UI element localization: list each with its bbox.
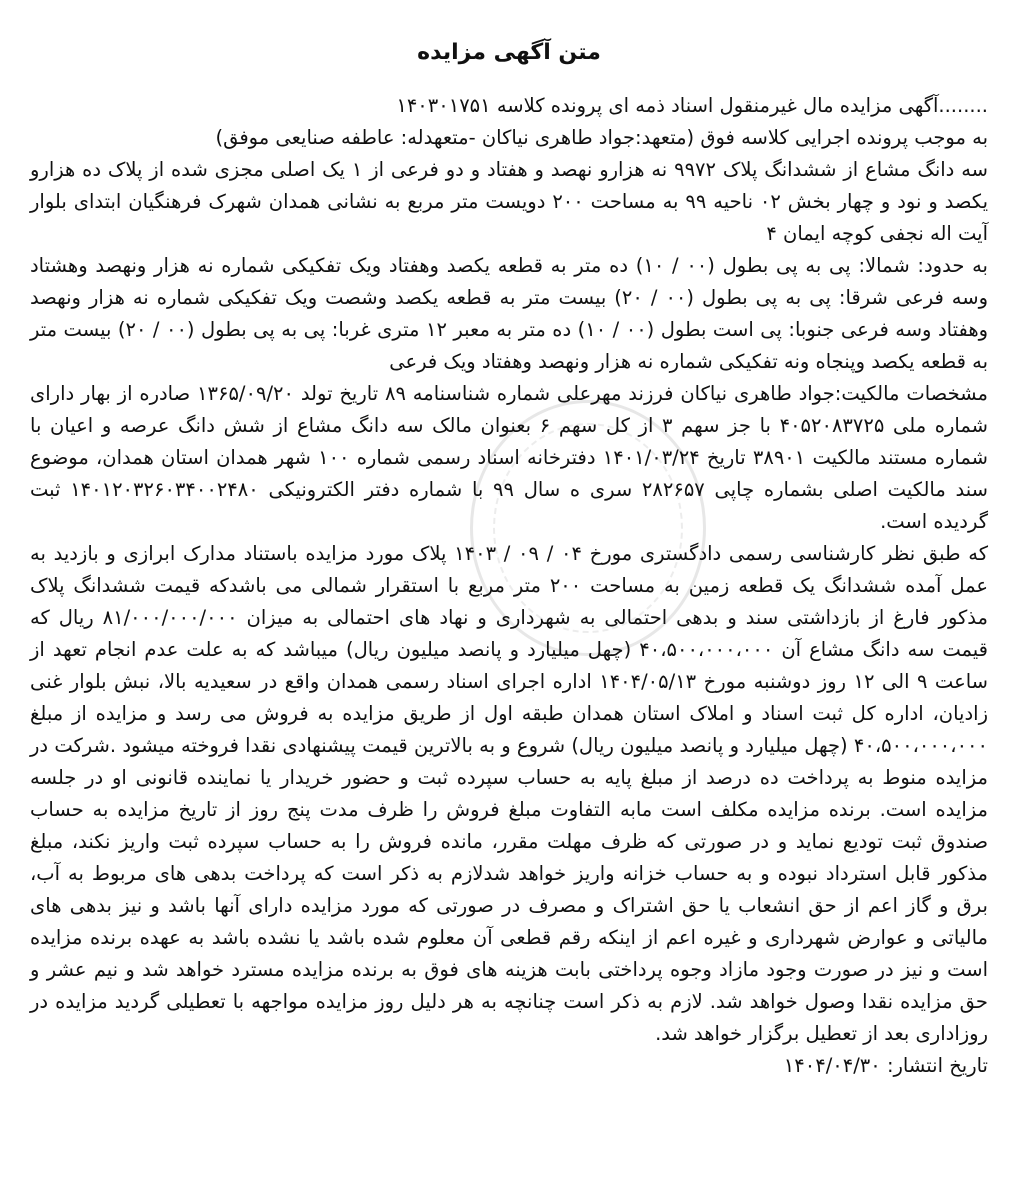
notice-heading-line: ........آگهی مزایده مال غیرمنقول اسناد ذمه ای پرونده کلاسه ۱۴۰۳۰۱۷۵۱ <box>396 94 988 117</box>
property-description: سه دانگ مشاع از ششدانگ پلاک ۹۹۷۲ نه هزارو نهصد و هفتاد و دو فرعی از ۱ یک اصلی مجزی شده از پلاک ده هزارو یکصد و نود و چهار بخش ۰۲ ناحیه ۹۹ به مساحت ۲۰۰ دویست متر مربع به نشانی همدان شهرک فرهنگیان ابتدای بلوار آیت اله نجفی کوچه ایمان ۴ <box>30 158 989 245</box>
notice-body <box>30 90 988 1082</box>
publication-date-label: تاریخ انتشار: <box>886 1054 988 1077</box>
publication-date-value: ۱۴۰۴/۰۴/۳۰ <box>783 1054 881 1077</box>
auction-terms: که طبق نظر کارشناسی رسمی دادگستری مورخ ۰۴ / ۰۹ / ۱۴۰۳ پلاک مورد مزایده باستناد مدارک ابرازی و بازدید به عمل آمده ششدانگ یک قطعه زمین به مساحت ۲۰۰ متر مربع با استقرار شمالی می باشدکه قیمت ششدانگ پلاک مذکور فارغ از بازداشتی سند و بدهی احتمالی به شهرداری و نهاد های احتمالی به میزان ۸۱/۰۰۰/۰۰۰/۰۰۰ ریال که قیمت سه دانگ مشاع آن ۴۰،۵۰۰،۰۰۰،۰۰۰ (چهل میلیارد و پانصد میلیون ریال) میباشد که به علت عدم انجام تعهد از ساعت ۹ الی ۱۲ روز دوشنبه مورخ ۱۴۰۴/۰۵/۱۳ اداره اجرای اسناد رسمی همدان واقع در سعیدیه بالا، نبش بلوار غنی زادیان، اداره کل ثبت اسناد و املاک استان همدان طبقه اول از طریق مزایده به فروش می رسد و مزایده از مبلغ ۴۰،۵۰۰،۰۰۰،۰۰۰ (چهل میلیارد و پانصد میلیون ریال) شروع و به بالاترین قیمت پیشنهادی نقدا فروخته میشود .شرکت در مزایده منوط به پرداخت ده درصد از مبلغ پایه به حساب سپرده ثبت و حضور خریدار یا نماینده قانونی او در جلسه مزایده است. برنده مزایده مکلف است مابه التفاوت مبلغ فروش را ظرف مدت پنج روز از تاریخ مزایده به حساب صندوق ثبت تودیع نماید و در صورتی که ظرف مهلت مقرر، مانده فروش را به حساب سپرده ثبت واریز نکند، مبلغ مذکور قابل استرداد نبوده و به حساب خزانه واریز خواهد شدلازم به ذکر است که پرداخت بدهی های مربوط به آب، برق و گاز اعم از حق انشعاب یا حق اشتراک و مصرف در صورتی که مورد مزایده دارای آنها باشد و نیز بدهی های مالیاتی و عوارض شهرداری و غیره اعم از اینکه رقم قطعی آن معلوم شده باشد یا نشده باشد به عهده برنده مزایده است و نیز در صورت وجود مازاد وجوه پرداختی بابت هزینه های فوق به برنده مزایده مسترد خواهد شد و نیم عشر و حق مزایده نقدا وصول خواهد شد. لازم به ذکر است چنانچه به هر دلیل روز مزایده مواجهه با تعطیلی گردید مزایده در روزاداری بعد از تعطیل برگزار خواهد شد. <box>30 542 989 1045</box>
notice-title: متن آگهی مزایده <box>417 40 601 65</box>
notice-case-line: به موجب پرونده اجرایی کلاسه فوق (متعهد:جواد طاهری نیاکان -متعهدله: عاطفه صنایعی موفق) <box>215 126 988 149</box>
publication-date-line <box>30 1050 988 1082</box>
ownership-details: مشخصات مالکیت:جواد طاهری نیاکان فرزند مهرعلی شماره شناسنامه ۸۹ تاریخ تولد ۱۳۶۵/۰۹/۲۰ صادره از بهار دارای شماره ملی ۴۰۵۲۰۸۳۷۲۵ با جز سهم ۳ از کل سهم ۶ بعنوان مالک سه دانگ مشاع از شش دانگ عرصه و اعیان با شماره مستند مالکیت ۳۸۹۰۱ تاریخ ۱۴۰۱/۰۳/۲۴ دفترخانه اسناد رسمی شماره ۱۰۰ شهر همدان استان همدان، موضوع سند مالکیت اصلی بشماره چاپی ۲۸۲۶۵۷ سری ه سال ۹۹ با شماره دفتر الکترونیکی ۱۴۰۱۲۰۳۲۶۰۳۴۰۰۲۴۸۰ ثبت گردیده است. <box>30 382 988 533</box>
property-boundaries: به حدود: شمالا: پی به پی بطول (۰۰ / ۱۰) ده متر به قطعه یکصد وهفتاد ویک تفکیکی شماره نه هزار ونهصد وهشتاد وسه فرعی شرقا: پی به پی بطول (۰۰ / ۲۰) بیست متر به قطعه یکصد وشصت ویک تفکیکی شماره نه هزار ونهصد وهفتاد وسه فرعی جنوبا: پی است بطول (۰۰ / ۱۰) ده متر به معبر ۱۲ متری غربا: پی به پی بطول (۰۰ / ۲۰) بیست متر به قطعه یکصد وپنجاه ونه تفکیکی شماره نه هزار ونهصد وهفتاد ویک فرعی <box>30 254 989 373</box>
